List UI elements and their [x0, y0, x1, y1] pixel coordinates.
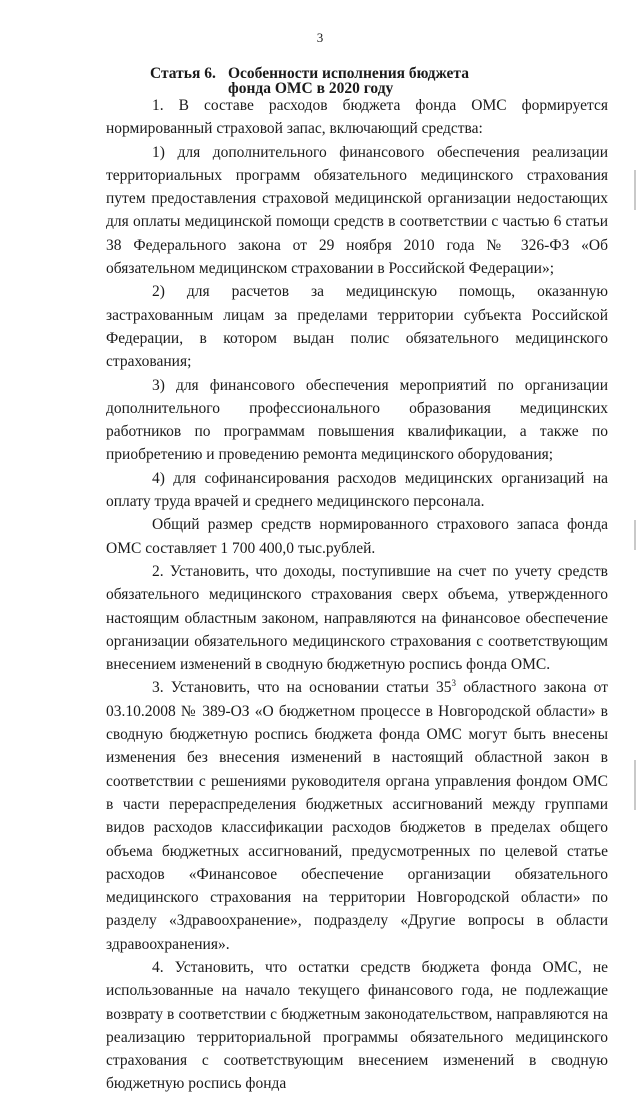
article-superscript: 3: [451, 678, 456, 689]
article-title-line-1: Особенности исполнения бюджета: [228, 65, 469, 82]
paragraph-1: 1. В составе расходов бюджета фонда ОМС формируется нормированный страховой запас, включающий средства:: [106, 97, 608, 138]
paragraph-1-item-4: 4) для софинансирования расходов медицинских организаций на оплату труда врачей и среднего медицинского персонала.: [106, 469, 608, 511]
paragraph-3-rest: областного закона от 03.10.2008 № 389-ОЗ «О бюджетном процессе в Новгородской области» в сводную бюджетную роспись бюджета фонда ОМС могут быть внесены изменения без внесения изменений в настоящий областной закон в соответствии с решениями руководителя органа управления фондом ОМС в части перераспределения бюджетных ассигнований между группами видов расходов классификации расходов бюджетов в пределах общего объема бюджетных ассигнований, предусмотренных по целевой статье расходов «Финансовое обеспечение организации обязательного медицинского страхования на территории Новгородской области» по разделу «Здравоохранение», подразделу «Другие вопросы в области здравоохранения».: [106, 679, 608, 953]
paragraph-1-item-3: 3) для финансового обеспечения мероприятий по организации дополнительного профессионального образования медицинских работников по программам повышения квалификации, а также по приобретению и проведению ремонта медицинского оборудования;: [106, 376, 608, 464]
article-number: Статья 6.: [150, 65, 216, 82]
scan-mark: [634, 170, 636, 210]
scan-mark: [634, 760, 636, 810]
scan-mark: [634, 520, 636, 550]
article-title-line-2: фонда ОМС в 2020 году: [228, 80, 394, 97]
paragraph-4: 4. Установить, что остатки средств бюджета фонда ОМС, не использованные на начало текущего финансового года, не подлежащие возврату в соответствии с бюджетным законодательством, направляются на реализацию территориальной программы обязательного медицинского страхования с соответствующим внесением изменений в сводную бюджетную роспись фонда: [106, 958, 608, 1093]
paragraph-1-item-2: 2) для расчетов за медицинскую помощь, оказанную застрахованным лицам за пределами территории субъекта Российской Федерации, в котором выдан полис обязательного медицинского страхования;: [106, 283, 608, 371]
article-heading: [150, 66, 469, 96]
paragraph-2: 2. Установить, что доходы, поступившие на счет по учету средств обязательного медицинского страхования сверх объема, утвержденного настоящим областным законом, направляются на финансовое обеспечение организации обязательного медицинского страхования с соответствующим внесением изменений в сводную бюджетную роспись фонда ОМС.: [106, 562, 608, 674]
paragraph-3: [106, 676, 608, 956]
paragraph-1-item-1: 1) для дополнительного финансового обеспечения реализации территориальных программ обязательного медицинского страхования путем предоставления страховой медицинской организации недостающих для оплаты медицинской помощи средств в соответствии с частью 6 статьи 38 Федерального закона от 29 ноября 2010 года № 326-ФЗ «Об обязательном медицинском страховании в Российской Федерации»;: [106, 143, 608, 278]
reserve-total-paragraph: Общий размер средств нормированного страхового запаса фонда ОМС составляет 1 700 400,0 тыс.рублей.: [106, 516, 608, 557]
article-body: [106, 94, 608, 1096]
paragraph-3-start: 3. Установить, что на основании статьи 35: [152, 679, 452, 697]
page-number: 3: [316, 30, 324, 45]
